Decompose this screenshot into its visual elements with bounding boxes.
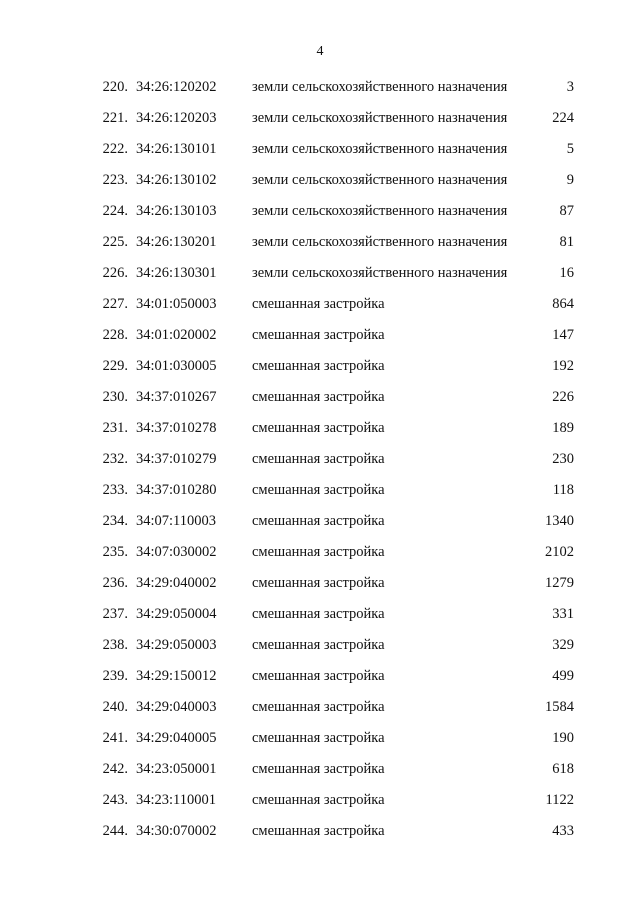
- land-category: земли сельскохозяйственного назначения: [252, 79, 508, 95]
- row-number: 229.: [102, 358, 128, 374]
- land-category: смешанная застройка: [252, 327, 385, 343]
- table-row: [0, 134, 640, 165]
- cadastral-code: 34:37:010280: [136, 482, 217, 498]
- cadastral-code: 34:07:030002: [136, 544, 217, 560]
- row-number: 231.: [102, 420, 128, 436]
- land-category: смешанная застройка: [252, 544, 385, 560]
- row-number: 228.: [102, 327, 128, 343]
- row-value: 9: [566, 172, 574, 188]
- row-number: 227.: [102, 296, 128, 312]
- row-number: 243.: [102, 792, 128, 808]
- table-row: [0, 537, 640, 568]
- table-row: [0, 785, 640, 816]
- cadastral-code: 34:07:110003: [136, 513, 217, 529]
- land-category: смешанная застройка: [252, 296, 385, 312]
- land-category: смешанная застройка: [252, 823, 385, 839]
- table-row: [0, 661, 640, 692]
- table-row: [0, 723, 640, 754]
- land-category: смешанная застройка: [252, 606, 385, 622]
- cadastral-code: 34:01:020002: [136, 327, 217, 343]
- cadastral-code: 34:26:130102: [136, 172, 217, 188]
- cadastral-code: 34:29:040003: [136, 699, 217, 715]
- row-number: 240.: [102, 699, 128, 715]
- table-row: [0, 630, 640, 661]
- row-value: 192: [552, 358, 574, 374]
- row-number: 241.: [102, 730, 128, 746]
- row-number: 221.: [102, 110, 128, 126]
- row-number: 223.: [102, 172, 128, 188]
- row-number: 226.: [102, 265, 128, 281]
- cadastral-code: 34:26:130201: [136, 234, 217, 250]
- table-row: [0, 320, 640, 351]
- row-value: 147: [552, 327, 574, 343]
- table-row: [0, 816, 640, 847]
- cadastral-code: 34:29:040005: [136, 730, 217, 746]
- land-category: смешанная застройка: [252, 482, 385, 498]
- cadastral-code: 34:29:050004: [136, 606, 217, 622]
- table-row: [0, 754, 640, 785]
- table-row: [0, 227, 640, 258]
- land-category: смешанная застройка: [252, 513, 385, 529]
- cadastral-code: 34:29:150012: [136, 668, 217, 684]
- table-row: [0, 599, 640, 630]
- row-number: 234.: [102, 513, 128, 529]
- row-number: 222.: [102, 141, 128, 157]
- row-number: 238.: [102, 637, 128, 653]
- land-category: земли сельскохозяйственного назначения: [252, 110, 508, 126]
- cadastral-code: 34:26:130103: [136, 203, 217, 219]
- land-category: смешанная застройка: [252, 668, 385, 684]
- land-category: смешанная застройка: [252, 575, 385, 591]
- row-value: 1279: [545, 575, 574, 591]
- row-number: 237.: [102, 606, 128, 622]
- table-row: [0, 289, 640, 320]
- land-category: смешанная застройка: [252, 389, 385, 405]
- cadastral-code: 34:37:010278: [136, 420, 217, 436]
- row-number: 244.: [102, 823, 128, 839]
- table-row: [0, 475, 640, 506]
- row-number: 224.: [102, 203, 128, 219]
- row-value: 16: [559, 265, 574, 281]
- cadastral-code: 34:29:040002: [136, 575, 217, 591]
- row-value: 864: [552, 296, 574, 312]
- cadastral-code: 34:23:050001: [136, 761, 217, 777]
- cadastral-code: 34:26:120202: [136, 79, 217, 95]
- cadastral-code: 34:26:120203: [136, 110, 217, 126]
- cadastral-code: 34:37:010279: [136, 451, 217, 467]
- row-value: 331: [552, 606, 574, 622]
- row-value: 329: [552, 637, 574, 653]
- land-category: смешанная застройка: [252, 637, 385, 653]
- row-number: 242.: [102, 761, 128, 777]
- row-value: 1584: [545, 699, 574, 715]
- cadastral-table: [0, 72, 640, 847]
- row-value: 3: [566, 79, 574, 95]
- land-category: смешанная застройка: [252, 699, 385, 715]
- cadastral-code: 34:23:110001: [136, 792, 217, 808]
- row-value: 189: [552, 420, 574, 436]
- table-row: [0, 72, 640, 103]
- cadastral-code: 34:01:050003: [136, 296, 217, 312]
- table-row: [0, 196, 640, 227]
- table-row: [0, 444, 640, 475]
- row-value: 190: [552, 730, 574, 746]
- cadastral-code: 34:30:070002: [136, 823, 217, 839]
- cadastral-code: 34:37:010267: [136, 389, 217, 405]
- land-category: смешанная застройка: [252, 358, 385, 374]
- table-row: [0, 506, 640, 537]
- table-row: [0, 258, 640, 289]
- land-category: земли сельскохозяйственного назначения: [252, 141, 508, 157]
- table-row: [0, 568, 640, 599]
- row-value: 2102: [545, 544, 574, 560]
- row-number: 235.: [102, 544, 128, 560]
- row-number: 220.: [102, 79, 128, 95]
- cadastral-code: 34:01:030005: [136, 358, 217, 374]
- cadastral-code: 34:29:050003: [136, 637, 217, 653]
- row-number: 225.: [102, 234, 128, 250]
- row-value: 433: [552, 823, 574, 839]
- table-row: [0, 382, 640, 413]
- row-value: 230: [552, 451, 574, 467]
- row-value: 5: [566, 141, 574, 157]
- row-number: 232.: [102, 451, 128, 467]
- land-category: смешанная застройка: [252, 730, 385, 746]
- row-value: 224: [552, 110, 574, 126]
- land-category: земли сельскохозяйственного назначения: [252, 265, 508, 281]
- row-value: 499: [552, 668, 574, 684]
- table-row: [0, 692, 640, 723]
- table-row: [0, 103, 640, 134]
- row-value: 87: [559, 203, 574, 219]
- table-row: [0, 413, 640, 444]
- land-category: земли сельскохозяйственного назначения: [252, 203, 508, 219]
- row-number: 230.: [102, 389, 128, 405]
- land-category: смешанная застройка: [252, 451, 385, 467]
- row-number: 236.: [102, 575, 128, 591]
- row-value: 618: [552, 761, 574, 777]
- row-value: 1122: [545, 792, 574, 808]
- table-row: [0, 351, 640, 382]
- land-category: смешанная застройка: [252, 420, 385, 436]
- cadastral-code: 34:26:130301: [136, 265, 217, 281]
- row-number: 239.: [102, 668, 128, 684]
- cadastral-code: 34:26:130101: [136, 141, 217, 157]
- row-value: 81: [559, 234, 574, 250]
- table-row: [0, 165, 640, 196]
- page-number: 4: [316, 44, 324, 59]
- land-category: смешанная застройка: [252, 792, 385, 808]
- row-value: 118: [552, 482, 574, 498]
- row-number: 233.: [102, 482, 128, 498]
- land-category: земли сельскохозяйственного назначения: [252, 172, 508, 188]
- row-value: 226: [552, 389, 574, 405]
- land-category: земли сельскохозяйственного назначения: [252, 234, 508, 250]
- land-category: смешанная застройка: [252, 761, 385, 777]
- row-value: 1340: [545, 513, 574, 529]
